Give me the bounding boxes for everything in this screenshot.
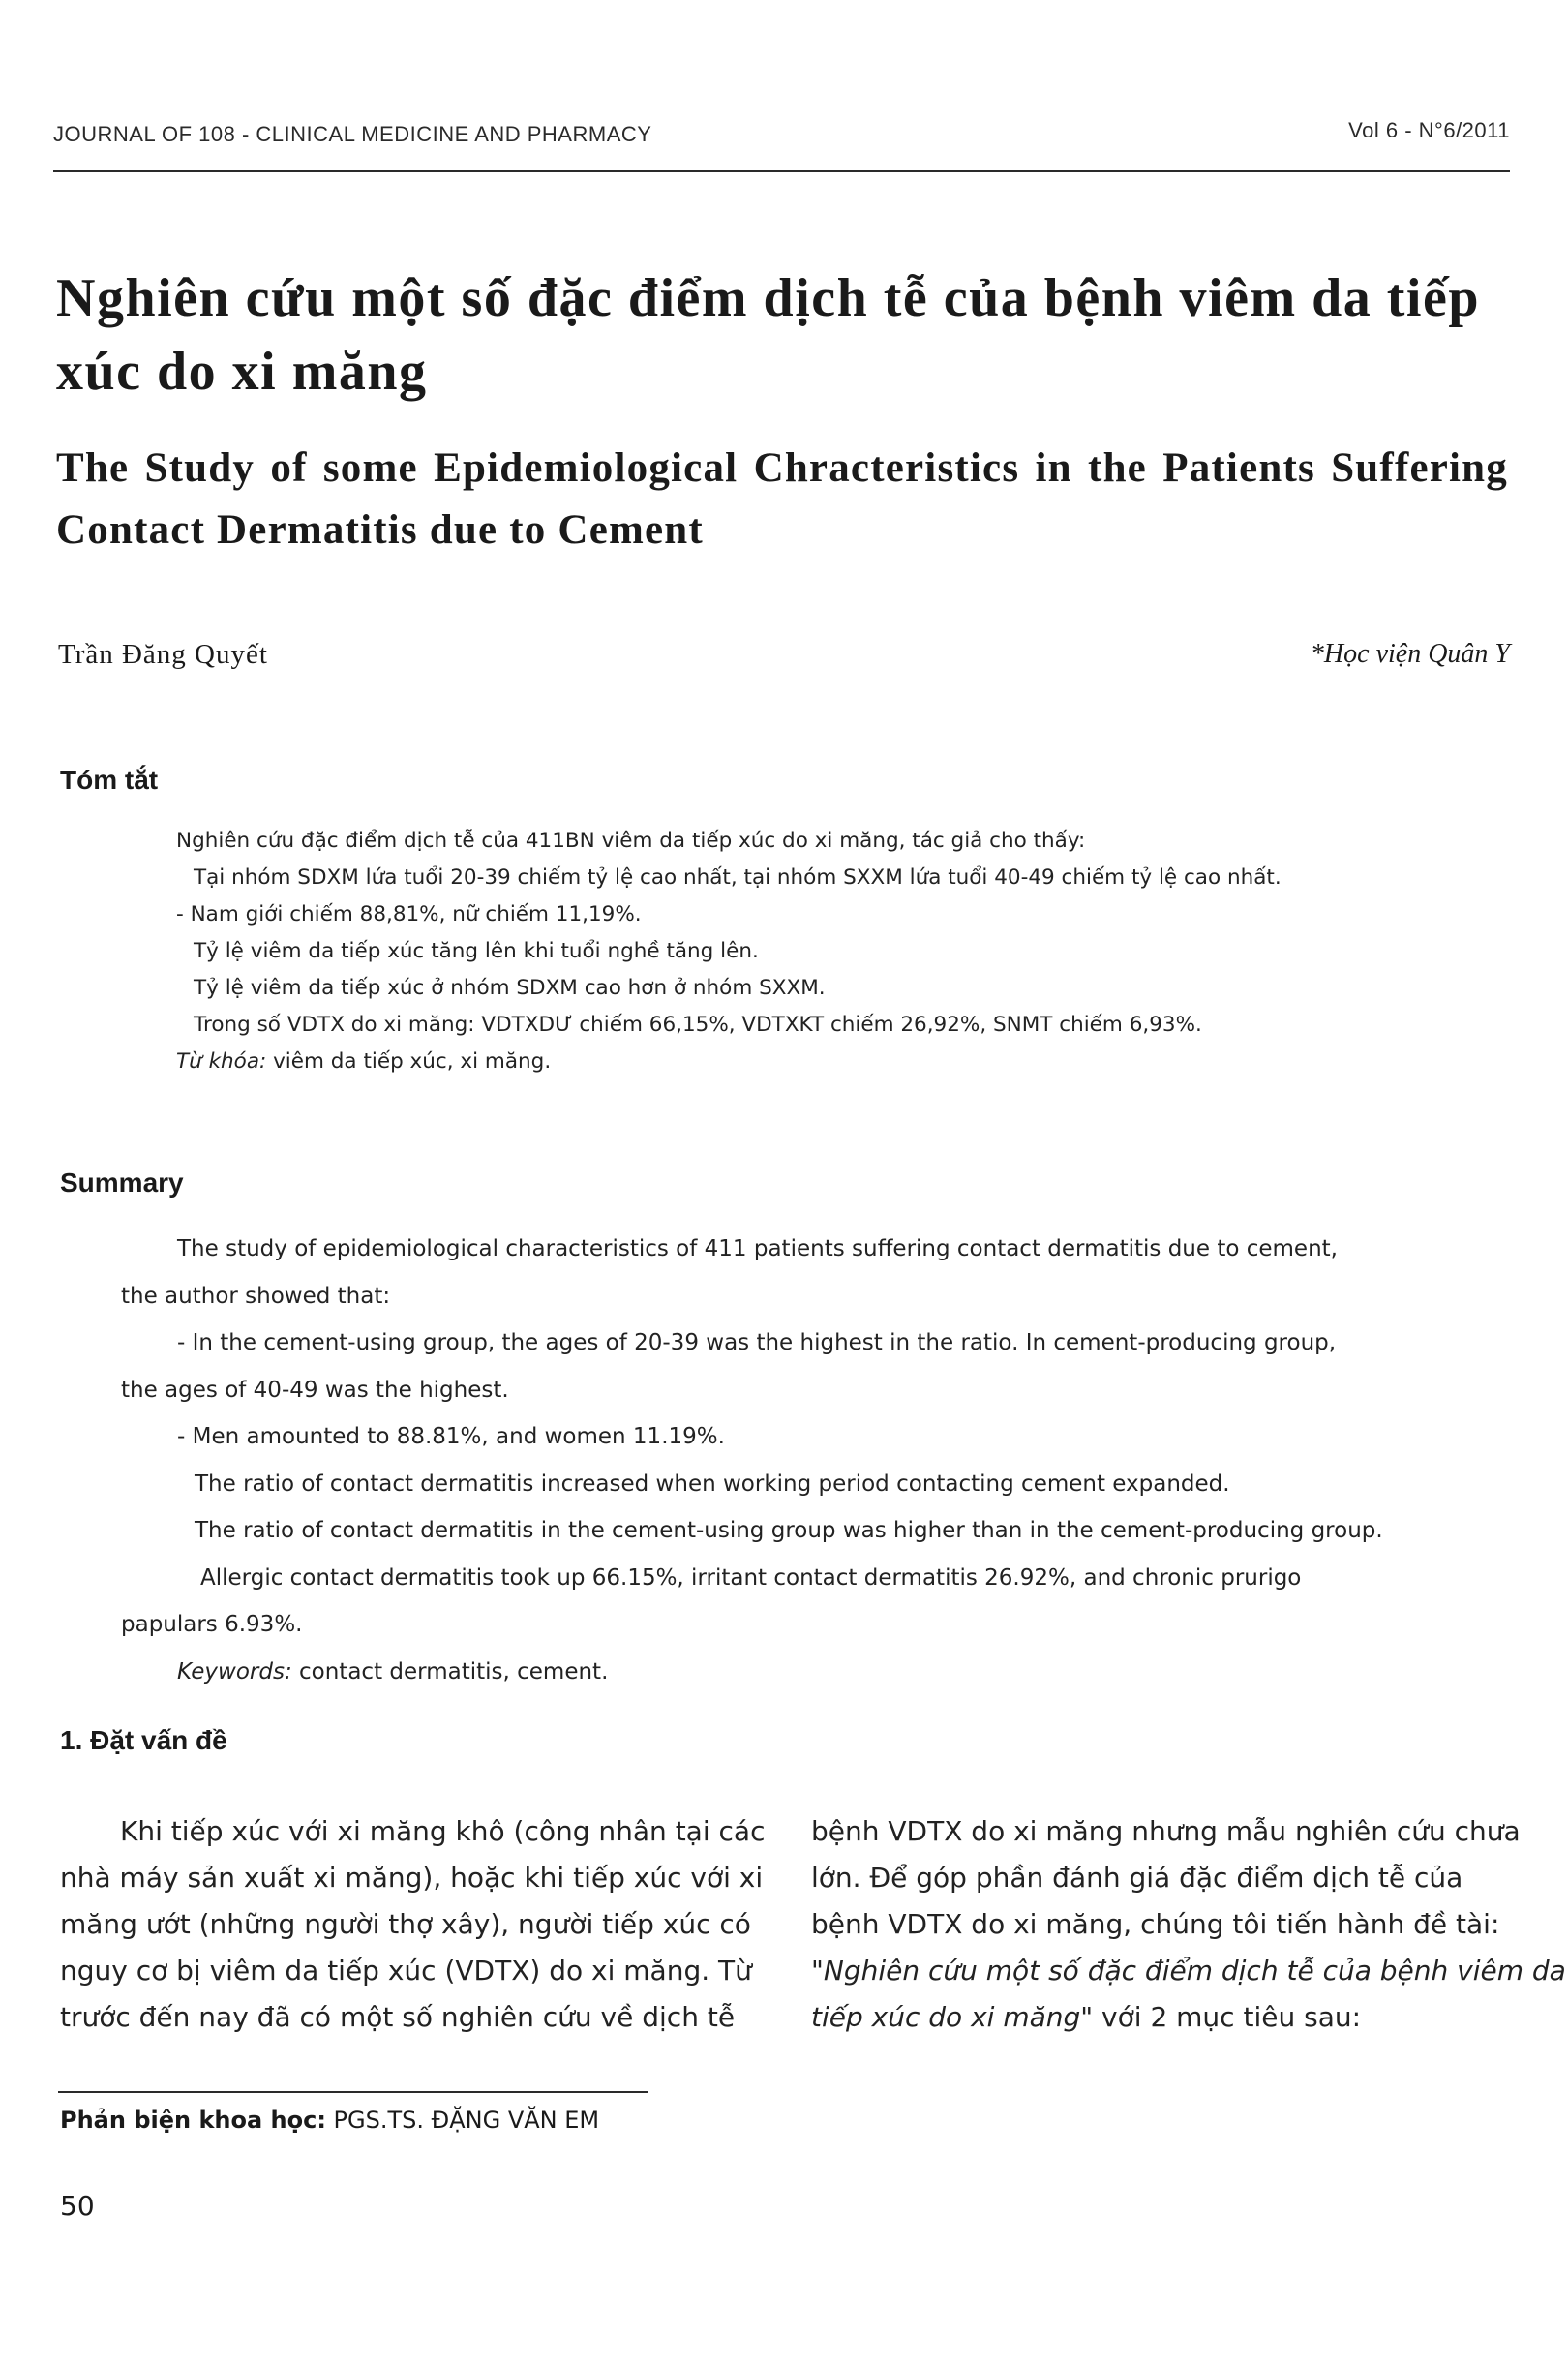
keywords-text: viêm da tiếp xúc, xi măng. xyxy=(266,1049,552,1074)
body-line xyxy=(811,1994,1518,2041)
body-line: nguy cơ bị viêm da tiếp xúc (VDTX) do xi măng. Từ xyxy=(60,1955,752,1987)
abstract-keywords xyxy=(176,1044,1282,1080)
body-text: với 2 mục tiêu sau: xyxy=(1093,2001,1362,2033)
study-title-quote-end: tiếp xúc do xi măng" xyxy=(811,2001,1094,2033)
keywords-text: contact dermatitis, cement. xyxy=(291,1658,609,1684)
title-english: The Study of some Epidemiological Chracteristics in the Patients Suffering Contact Dermatitis due to Cement xyxy=(56,445,1508,553)
body-line: nhà máy sản xuất xi măng), hoặc khi tiếp xúc với xi xyxy=(60,1862,764,1894)
section-1-right-column xyxy=(811,1808,1566,2041)
footnote-rule xyxy=(58,2091,648,2093)
journal-name: JOURNAL OF 108 - CLINICAL MEDICINE AND PHARMACY xyxy=(53,122,652,146)
author-affiliation: *Học viện Quân Y xyxy=(1310,639,1510,669)
summary-line: The ratio of contact dermatitis in the cement-using group was higher than in the cement-producing group. xyxy=(195,1518,1383,1543)
reviewer-footnote xyxy=(60,2107,599,2134)
abstract-line: Trong số VDTX do xi măng: VDTXDƯ chiếm 66,15%, VDTXKT chiếm 26,92%, SNMT chiếm 6,93%. xyxy=(194,1013,1202,1037)
summary-line: The ratio of contact dermatitis increased when working period contacting cement expanded. xyxy=(195,1471,1230,1497)
keywords-label: Keywords: xyxy=(177,1658,292,1684)
body-line: bệnh VDTX do xi măng, chúng tôi tiến hành đề tài: xyxy=(811,1908,1500,1940)
running-header xyxy=(53,114,1510,149)
keywords-label: Từ khóa: xyxy=(176,1049,267,1074)
abstract-line: Tại nhóm SDXM lứa tuổi 20-39 chiếm tỷ lệ cao nhất, tại nhóm SXXM lứa tuổi 40-49 chiếm tỷ lệ cao nhất. xyxy=(194,865,1282,890)
summary-body xyxy=(121,1226,1471,1695)
volume-issue: Vol 6 - N°6/2011 xyxy=(1348,118,1510,142)
reviewer-label: Phản biện khoa học: xyxy=(60,2107,326,2134)
abstract-body xyxy=(176,823,1282,1080)
abstract-heading: Tóm tắt xyxy=(60,765,159,795)
summary-line: Allergic contact dermatitis took up 66.15%, irritant contact dermatitis 26.92%, and chronic prurigo xyxy=(200,1564,1302,1591)
body-line: Khi tiếp xúc với xi măng khô (công nhân tại các xyxy=(120,1815,766,1847)
section-1-heading: 1. Đặt vấn đề xyxy=(60,1725,227,1755)
abstract-line: Tỷ lệ viêm da tiếp xúc ở nhóm SDXM cao hơn ở nhóm SXXM. xyxy=(194,976,826,1000)
title-vietnamese: Nghiên cứu một số đặc điểm dịch tễ của bệnh viêm da tiếp xúc do xi măng xyxy=(56,268,1480,402)
summary-line: - Men amounted to 88.81%, and women 11.19%. xyxy=(177,1424,725,1449)
body-line: măng ướt (những người thợ xây), người tiếp xúc có xyxy=(60,1908,751,1940)
section-1-left-column xyxy=(60,1808,767,2041)
abstract-line: Nghiên cứu đặc điểm dịch tễ của 411BN viêm da tiếp xúc do xi măng, tác giả cho thấy: xyxy=(176,829,1086,853)
study-title-quote: "Nghiên cứu một số đặc điểm dịch tễ của bệnh viêm da xyxy=(811,1955,1566,1987)
body-line: lớn. Để góp phần đánh giá đặc điểm dịch tễ của xyxy=(811,1862,1463,1894)
page-number: 50 xyxy=(60,2190,95,2222)
summary-heading: Summary xyxy=(60,1168,184,1198)
summary-keywords xyxy=(121,1649,1471,1696)
summary-line: The study of epidemiological characteristics of 411 patients suffering contact dermatitis due to cement, xyxy=(177,1236,1338,1261)
body-line: trước đến nay đã có một số nghiên cứu về dịch tễ xyxy=(60,2001,736,2033)
body-line: bệnh VDTX do xi măng nhưng mẫu nghiên cứu chưa xyxy=(811,1815,1521,1847)
summary-line: the ages of 40-49 was the highest. xyxy=(121,1377,509,1403)
summary-line: papulars 6.93%. xyxy=(121,1612,303,1637)
reviewer-name: PGS.TS. ĐẶNG VĂN EM xyxy=(325,2107,600,2134)
abstract-line: Tỷ lệ viêm da tiếp xúc tăng lên khi tuổi nghề tăng lên. xyxy=(194,939,759,963)
summary-line: - In the cement-using group, the ages of 20-39 was the highest in the ratio. In cement-producing group, xyxy=(177,1330,1337,1355)
header-rule xyxy=(53,170,1510,172)
summary-line: the author showed that: xyxy=(121,1283,391,1309)
abstract-line: - Nam giới chiếm 88,81%, nữ chiếm 11,19%. xyxy=(176,902,642,926)
author-name: Trần Đăng Quyết xyxy=(58,639,268,670)
